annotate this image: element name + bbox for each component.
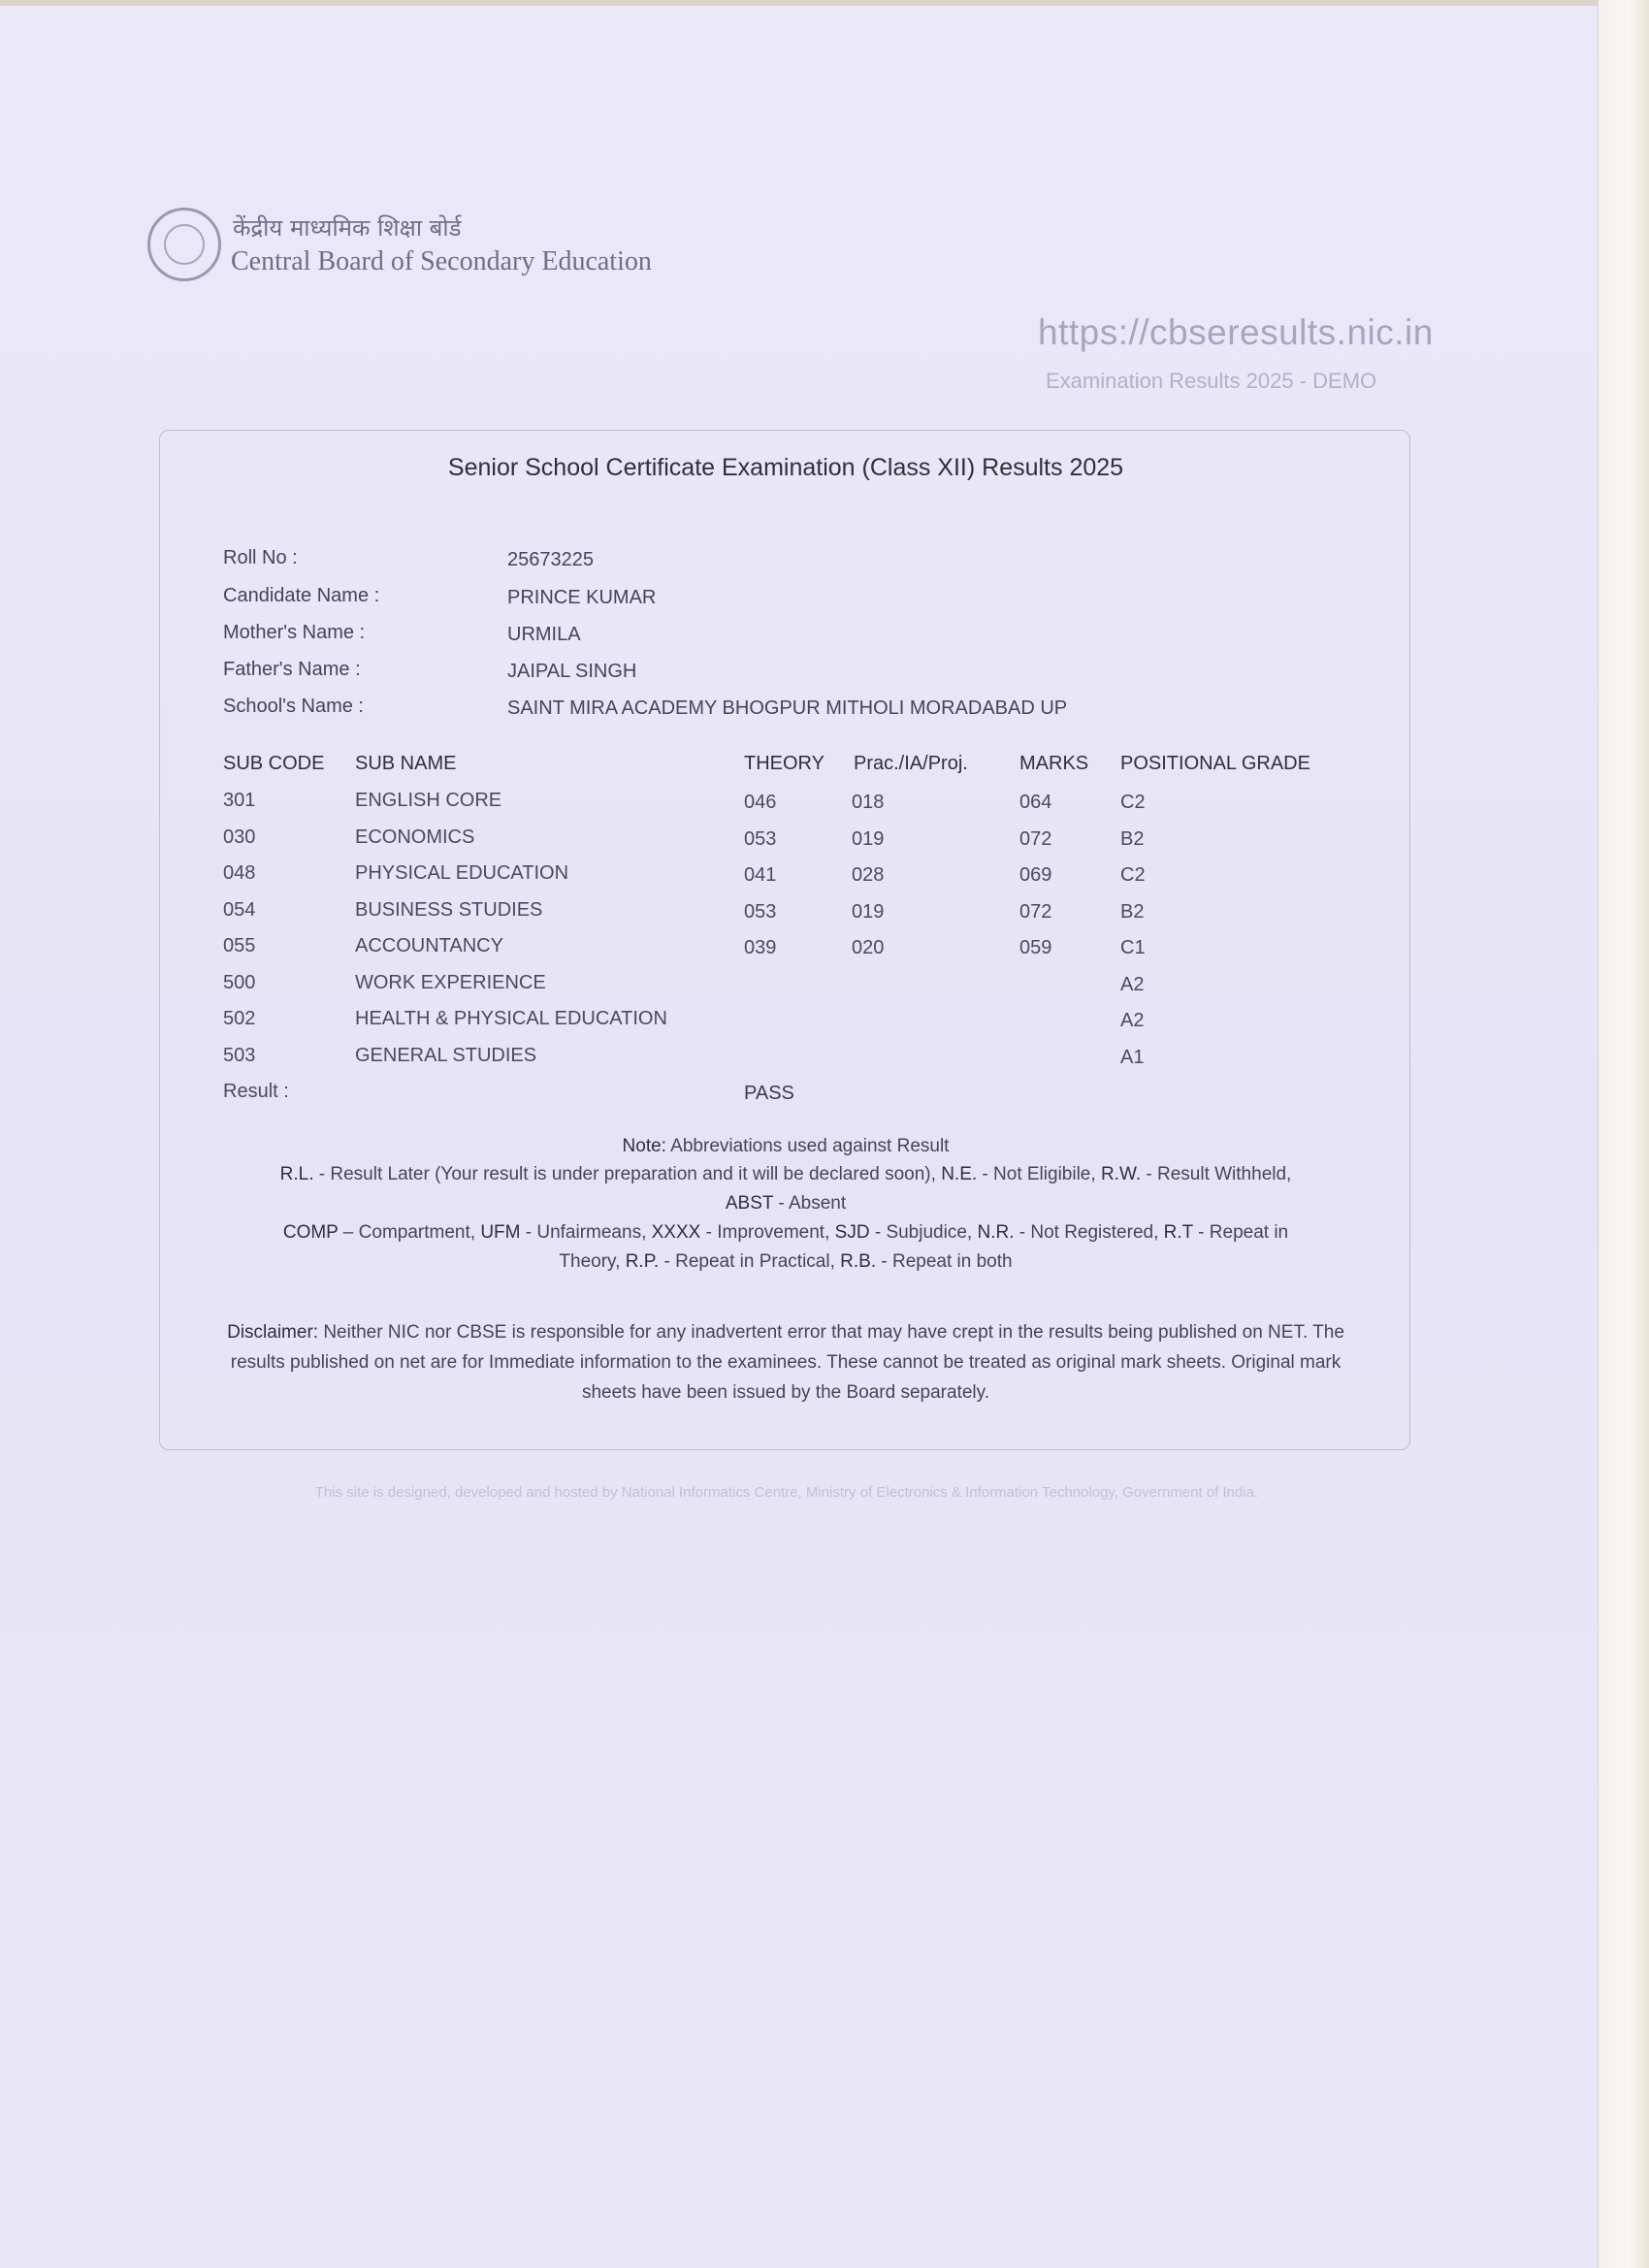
practical-marks: 020 <box>852 937 885 958</box>
site-url: https://cbseresults.nic.in <box>1038 312 1434 352</box>
abbr-ne-text: - Not Eligibile, <box>977 1164 1101 1184</box>
mother-name-value: URMILA <box>507 624 581 645</box>
sub-name: GENERAL STUDIES <box>355 1045 537 1066</box>
note-title <box>223 1132 1348 1161</box>
abbr-abst-text: - Absent <box>773 1193 847 1214</box>
result-value: PASS <box>744 1083 794 1104</box>
exam-title-text: Senior School Certificate Examination (Class XII) Results 2025 <box>447 454 1124 481</box>
abbr-sjd-text: - Subjudice, <box>869 1222 978 1243</box>
logo-inner-ring <box>164 224 205 265</box>
practical-marks: 028 <box>852 864 885 886</box>
total-marks: 072 <box>1019 828 1052 850</box>
total-marks: 059 <box>1019 937 1052 958</box>
sub-code: 048 <box>223 862 256 884</box>
theory-marks: 039 <box>744 937 777 958</box>
abbr-rp: R.P. <box>625 1251 660 1272</box>
abbr-nr: N.R. <box>977 1222 1015 1243</box>
positional-grade: B2 <box>1120 828 1145 850</box>
total-marks: 064 <box>1019 792 1052 813</box>
abbr-ne: N.E. <box>941 1164 978 1184</box>
mother-name-label: Mother's Name : <box>223 622 366 643</box>
note-line-3 <box>223 1218 1348 1247</box>
abbr-rl-text: - Result Later (Your result is under preparation and it will be declared soon), <box>313 1164 942 1184</box>
abbr-rb-text: - Repeat in both <box>876 1251 1013 1272</box>
abbr-rt: R.T <box>1163 1222 1193 1243</box>
abbr-abst: ABST <box>725 1193 774 1214</box>
note-title-bold: Note: <box>622 1136 666 1156</box>
abbr-sjd: SJD <box>834 1222 870 1243</box>
exam-title <box>0 454 1571 482</box>
school-name-value: SAINT MIRA ACADEMY BHOGPUR MITHOLI MORADABAD UP <box>507 697 1068 719</box>
note-theory-text: Theory, <box>559 1251 626 1272</box>
abbr-ufm-text: - Unfairmeans, <box>520 1222 652 1243</box>
candidate-name-value: PRINCE KUMAR <box>507 587 657 608</box>
positional-grade: A2 <box>1120 1010 1145 1031</box>
positional-grade: A2 <box>1120 974 1145 995</box>
sub-name: ECONOMICS <box>355 826 475 848</box>
abbr-comp: COMP <box>282 1222 339 1243</box>
sub-name: PHYSICAL EDUCATION <box>355 862 569 884</box>
positional-grade: B2 <box>1120 901 1145 923</box>
abbr-ufm: UFM <box>480 1222 521 1243</box>
father-name-value: JAIPAL SINGH <box>507 661 637 682</box>
total-marks: 069 <box>1019 864 1052 886</box>
positional-grade: C2 <box>1120 864 1146 886</box>
cbse-logo-icon <box>147 208 221 281</box>
paper-top-edge <box>0 0 1649 6</box>
paper-right-edge <box>1598 0 1649 2268</box>
practical-marks: 019 <box>852 901 885 923</box>
header-theory: THEORY <box>744 753 824 774</box>
abbr-rl: R.L. <box>279 1164 314 1184</box>
total-marks: 072 <box>1019 901 1052 923</box>
abbr-rt-text: - Repeat in <box>1192 1222 1289 1243</box>
abbr-nr-text: - Not Registered, <box>1014 1222 1164 1243</box>
sub-code: 054 <box>223 899 256 921</box>
theory-marks: 053 <box>744 901 777 923</box>
header-grade: POSITIONAL GRADE <box>1120 753 1310 774</box>
school-name-label: School's Name : <box>223 696 364 717</box>
sub-name: BUSINESS STUDIES <box>355 899 543 921</box>
sub-code: 030 <box>223 826 256 848</box>
practical-marks: 019 <box>852 828 885 850</box>
org-name-hindi: केंद्रीय माध्यमिक शिक्षा बोर्ड <box>233 214 462 242</box>
abbr-rp-text: - Repeat in Practical, <box>659 1251 841 1272</box>
disclaimer <box>223 1317 1348 1408</box>
theory-marks: 053 <box>744 828 777 850</box>
positional-grade: C1 <box>1120 937 1146 958</box>
note-line-1 <box>223 1160 1348 1189</box>
header-sub-code: SUB CODE <box>223 753 325 774</box>
positional-grade: A1 <box>1120 1047 1145 1068</box>
header-marks: MARKS <box>1019 753 1089 774</box>
abbr-rw-text: - Result Withheld, <box>1141 1164 1292 1184</box>
result-label: Result : <box>223 1081 289 1102</box>
sub-name: WORK EXPERIENCE <box>355 972 546 993</box>
roll-value: 25673225 <box>507 549 594 570</box>
father-name-label: Father's Name : <box>223 659 361 680</box>
note-line-4 <box>223 1247 1348 1277</box>
disclaimer-bold: Disclaimer: <box>227 1322 319 1343</box>
sub-name: HEALTH & PHYSICAL EDUCATION <box>355 1008 667 1029</box>
site-subtitle: Examination Results 2025 - DEMO <box>1046 369 1377 393</box>
candidate-name-label: Candidate Name : <box>223 585 380 606</box>
org-name-english: Central Board of Secondary Education <box>231 246 652 276</box>
abbr-rb: R.B. <box>840 1251 877 1272</box>
sub-code: 503 <box>223 1045 256 1066</box>
sub-code: 055 <box>223 935 256 956</box>
abbr-rw: R.W. <box>1100 1164 1142 1184</box>
sub-code: 500 <box>223 972 256 993</box>
header-practical: Prac./IA/Proj. <box>854 753 968 774</box>
sub-name: ACCOUNTANCY <box>355 935 503 956</box>
note-line-2 <box>223 1189 1348 1218</box>
result-card <box>159 430 1410 1450</box>
abbr-xxxx-text: - Improvement, <box>700 1222 835 1243</box>
disclaimer-text: Neither NIC nor CBSE is responsible for any inadvertent error that may have crept in the results being published on NET. The results published on net are for Immediate information to the examinees. These cannot be treated as original mark sheets. Original mark sheets have been issued by the Board separately. <box>230 1322 1344 1403</box>
practical-marks: 018 <box>852 792 885 813</box>
theory-marks: 046 <box>744 792 777 813</box>
abbr-comp-text: – Compartment, <box>338 1222 481 1243</box>
sub-name: ENGLISH CORE <box>355 790 502 811</box>
abbr-xxxx: XXXX <box>651 1222 701 1243</box>
footer-text: This site is designed, developed and hosted by National Informatics Centre, Ministry of Electronics & Information Technology, Government of India. <box>314 1484 1259 1501</box>
sub-code: 301 <box>223 790 256 811</box>
sub-code: 502 <box>223 1008 256 1029</box>
theory-marks: 041 <box>744 864 777 886</box>
roll-label: Roll No : <box>223 547 298 568</box>
header-sub-name: SUB NAME <box>355 753 457 774</box>
note-title-rest: Abbreviations used against Result <box>665 1136 950 1156</box>
positional-grade: C2 <box>1120 792 1146 813</box>
